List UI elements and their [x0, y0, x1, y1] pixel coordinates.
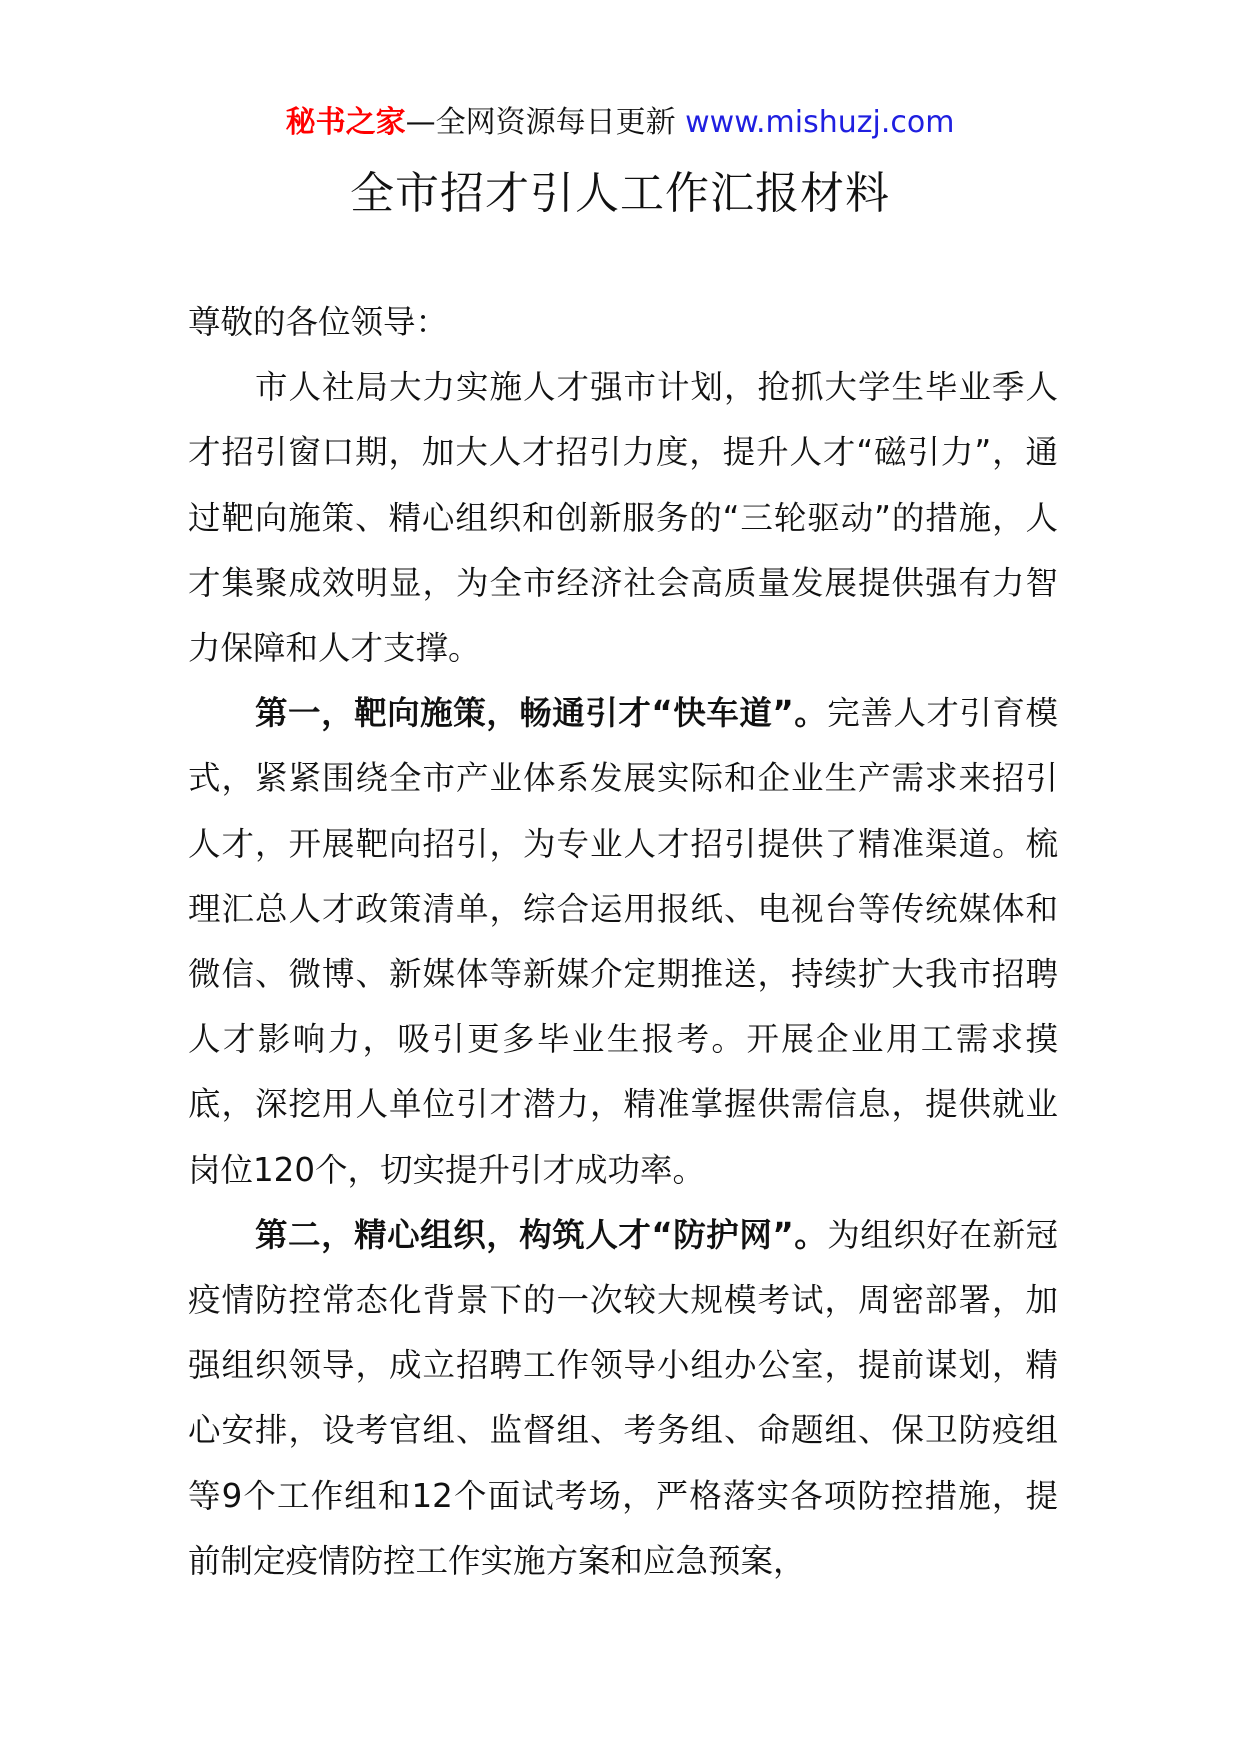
section-lead-1: 第一，靶向施策，畅通引才“快车道”。 [255, 694, 828, 733]
site-slogan: —全网资源每日更新 [405, 105, 686, 140]
document-title: 全市招才引人工作汇报材料 [350, 168, 890, 219]
section-paragraph-2 [188, 1203, 1058, 1594]
section-text-2: 为组织好在新冠疫情防控常态化背景下的一次较大规模考试，周密部署，加强组织领导，成立招聘工作领导小组办公室，提前谋划，精心安排，设考官组、监督组、考务组、命题组、保卫防疫组等9个工作组和12个面试考场，严格落实各项防控措施，提前制定疫情防控工作实施方案和应急预案， [188, 1215, 1058, 1580]
site-brand: 秘书之家 [285, 105, 406, 140]
section-paragraph-1 [188, 681, 1058, 1203]
section-text-1: 完善人才引育模式，紧紧围绕全市产业体系发展实际和企业生产需求来招引人才，开展靶向招引，为专业人才招引提供了精准渠道。梳理汇总人才政策清单，综合运用报纸、电视台等传统媒体和微信、微博、新媒体等新媒介定期推送，持续扩大我市招聘人才影响力，吸引更多毕业生报考。开展企业用工需求摸底，深挖用人单位引才潜力，精准掌握供需信息，提供就业岗位120个，切实提升引才成功率。 [188, 694, 1058, 1189]
section-lead-2: 第二，精心组织，构筑人才“防护网”。 [255, 1215, 828, 1254]
site-url-link[interactable]: www.mishuzj.com [685, 105, 955, 140]
document-body [188, 290, 1058, 1594]
salutation: 尊敬的各位领导： [188, 303, 449, 341]
site-banner [0, 100, 1240, 146]
intro-paragraph: 市人社局大力实施人才强市计划，抢抓大学生毕业季人才招引窗口期，加大人才招引力度，提升人才“磁引力”，通过靶向施策、精心组织和创新服务的“三轮驱动”的措施，人才集聚成效明显，为全市经济社会高质量发展提供强有力智力保障和人才支撑。 [188, 368, 1058, 668]
